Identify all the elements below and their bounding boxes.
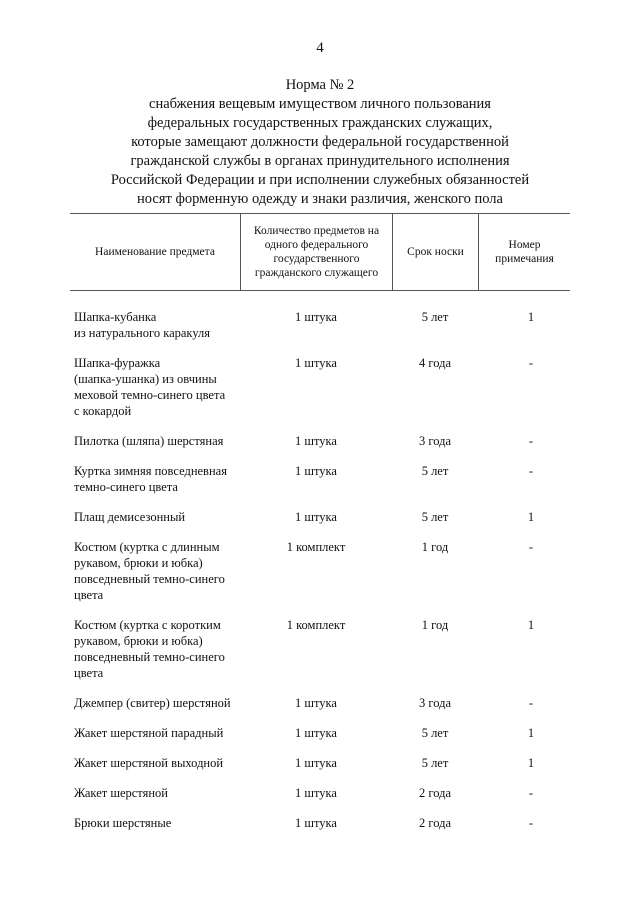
item-name-line: (шапка-ушанка) из овчины xyxy=(74,372,217,386)
note-number-cell: - xyxy=(528,356,534,370)
item-name-line: Жакет шерстяной парадный xyxy=(74,726,224,740)
item-name-cell xyxy=(70,433,240,449)
note-number-cell: 1 xyxy=(527,726,535,740)
item-name-line: меховой темно-синего цвета xyxy=(74,388,226,402)
note-number-cell: - xyxy=(528,786,534,800)
table-body xyxy=(70,291,570,831)
title-line: Российской Федерации и при исполнении служебных обязанностей xyxy=(110,172,530,188)
item-name-line: Пилотка (шляпа) шерстяная xyxy=(74,434,224,448)
header-quantity: Количество предметов на одного федерального государственного гражданского служащего xyxy=(240,214,392,290)
note-number-cell: - xyxy=(528,434,534,448)
item-name-cell xyxy=(70,355,240,419)
title-line: которые замещают должности федеральной государственной xyxy=(131,134,509,150)
wear-period-cell: 2 года xyxy=(419,816,451,830)
table-row xyxy=(70,309,570,341)
wear-period-cell: 4 года xyxy=(419,356,451,370)
quantity-cell: 1 штука xyxy=(295,726,337,740)
header-note-number: Номер примечания xyxy=(478,214,570,290)
item-name-cell xyxy=(70,539,240,603)
wear-period-cell: 5 лет xyxy=(421,510,449,524)
quantity-cell: 1 штука xyxy=(295,310,337,324)
wear-period-cell: 1 год xyxy=(421,618,449,632)
title-line: снабжения вещевым имуществом личного пользования xyxy=(149,96,491,112)
item-name-line: Шапка-кубанка xyxy=(74,310,157,324)
item-name-line: Плащ демисезонный xyxy=(74,510,186,524)
wear-period-cell: 5 лет xyxy=(421,310,449,324)
supply-norm-table xyxy=(70,213,570,845)
quantity-cell: 1 штука xyxy=(295,510,337,524)
wear-period-cell: 5 лет xyxy=(421,756,449,770)
table-row xyxy=(70,463,570,495)
item-name-cell xyxy=(70,309,240,341)
item-name-line: Шапка-фуражка xyxy=(74,356,161,370)
table-row xyxy=(70,617,570,681)
note-number-cell: - xyxy=(528,816,534,830)
item-name-cell xyxy=(70,755,240,771)
title-line: носят форменную одежду и знаки различия, женского пола xyxy=(137,191,503,207)
wear-period-cell: 5 лет xyxy=(421,464,449,478)
title-line: федеральных государственных гражданских служащих, xyxy=(147,115,493,131)
table-row xyxy=(70,815,570,831)
item-name-line: Жакет шерстяной выходной xyxy=(74,756,224,770)
item-name-cell xyxy=(70,785,240,801)
quantity-cell: 1 штука xyxy=(295,696,337,710)
quantity-cell: 1 штука xyxy=(295,464,337,478)
item-name-line: из натурального каракуля xyxy=(74,326,211,340)
item-name-cell xyxy=(70,695,240,711)
note-number-cell: - xyxy=(528,696,534,710)
document-title xyxy=(60,76,580,209)
wear-period-cell: 5 лет xyxy=(421,726,449,740)
table-header xyxy=(70,213,570,291)
item-name-line: Джемпер (свитер) шерстяной xyxy=(74,696,231,710)
header-item-name: Наименование предмета xyxy=(95,246,215,258)
table-row xyxy=(70,725,570,741)
page-number: 4 xyxy=(316,40,324,56)
item-name-cell xyxy=(70,815,240,831)
note-number-cell: - xyxy=(528,464,534,478)
item-name-line: рукавом, брюки и юбка) xyxy=(74,634,203,648)
note-number-cell: 1 xyxy=(527,618,535,632)
item-name-line: Куртка зимняя повседневная xyxy=(74,464,227,478)
item-name-cell xyxy=(70,509,240,525)
item-name-line: повседневный темно-синего xyxy=(74,572,225,586)
quantity-cell: 1 штука xyxy=(295,786,337,800)
item-name-line: рукавом, брюки и юбка) xyxy=(74,556,203,570)
item-name-line: с кокардой xyxy=(74,404,132,418)
table-row xyxy=(70,355,570,419)
table-row xyxy=(70,755,570,771)
wear-period-cell: 3 года xyxy=(419,696,451,710)
item-name-line: Костюм (куртка с коротким xyxy=(74,618,221,632)
item-name-line: Жакет шерстяной xyxy=(74,786,168,800)
item-name-line: Брюки шерстяные xyxy=(74,816,172,830)
wear-period-cell: 3 года xyxy=(419,434,451,448)
item-name-cell xyxy=(70,463,240,495)
note-number-cell: 1 xyxy=(527,756,535,770)
table-row xyxy=(70,509,570,525)
item-name-cell xyxy=(70,725,240,741)
title-line: Норма № 2 xyxy=(285,77,355,93)
note-number-cell: - xyxy=(528,540,534,554)
table-row xyxy=(70,695,570,711)
quantity-cell: 1 штука xyxy=(295,356,337,370)
note-number-cell: 1 xyxy=(527,510,535,524)
table-row xyxy=(70,785,570,801)
item-name-line: повседневный темно-синего xyxy=(74,650,225,664)
item-name-line: Костюм (куртка с длинным xyxy=(74,540,220,554)
item-name-line: цвета xyxy=(74,588,104,602)
quantity-cell: 1 комплект xyxy=(286,618,346,632)
item-name-line: цвета xyxy=(74,666,104,680)
quantity-cell: 1 штука xyxy=(295,816,337,830)
quantity-cell: 1 штука xyxy=(295,434,337,448)
header-wear-period: Срок носки xyxy=(392,214,478,290)
note-number-cell: 1 xyxy=(527,310,535,324)
item-name-line: темно-синего цвета xyxy=(74,480,178,494)
quantity-cell: 1 комплект xyxy=(286,540,346,554)
title-line: гражданской службы в органах принудительного исполнения xyxy=(130,153,510,169)
quantity-cell: 1 штука xyxy=(295,756,337,770)
item-name-cell xyxy=(70,617,240,681)
wear-period-cell: 2 года xyxy=(419,786,451,800)
table-row xyxy=(70,433,570,449)
table-row xyxy=(70,539,570,603)
wear-period-cell: 1 год xyxy=(421,540,449,554)
